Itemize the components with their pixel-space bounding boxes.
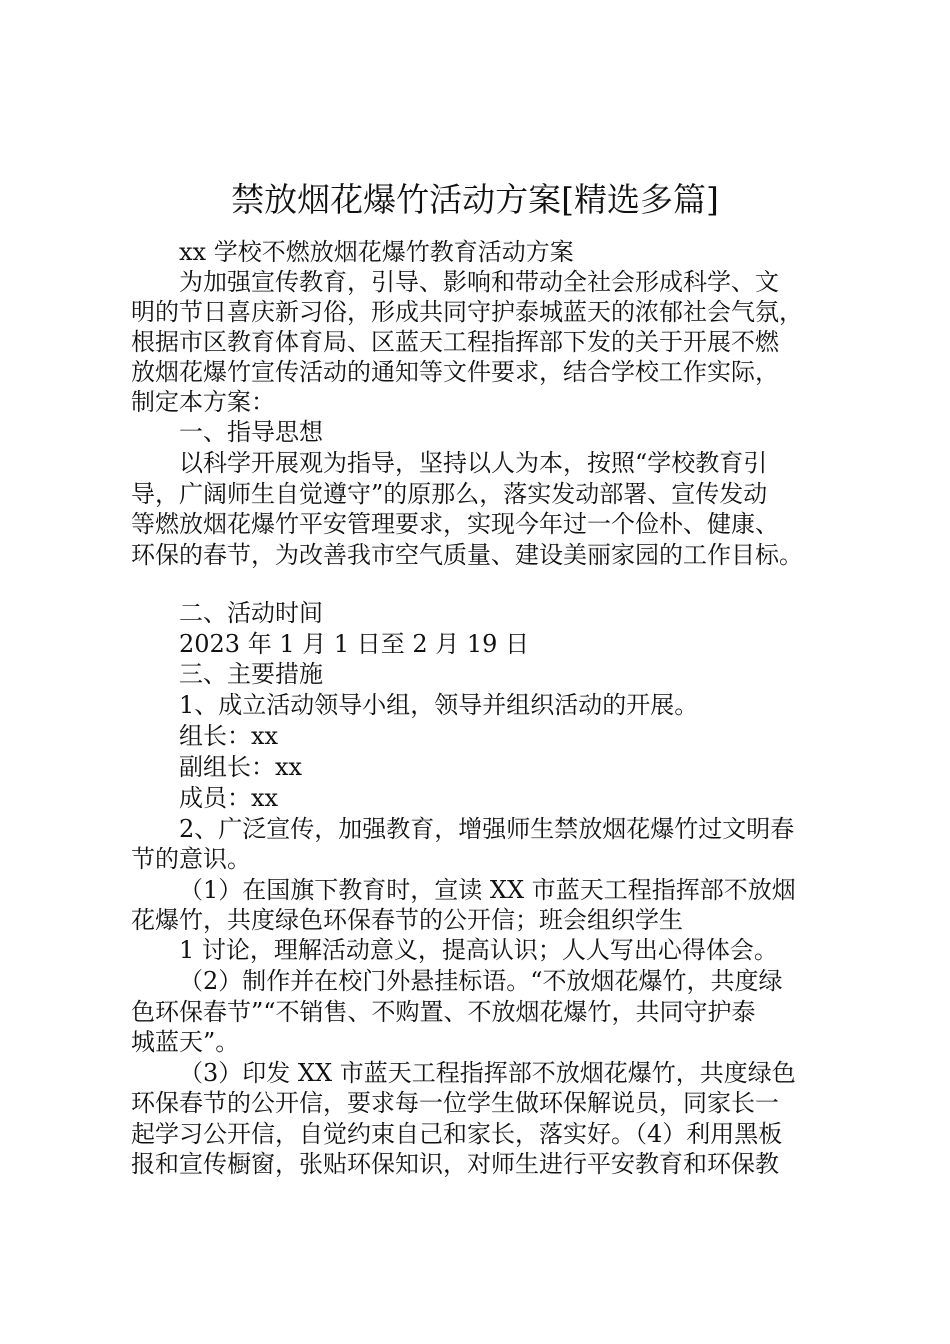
paragraph-line: 花爆竹，共度绿色环保春节的公开信；班会组织学生	[131, 906, 683, 934]
paragraph-line: 根据市区教育体育局、区蓝天工程指挥部下发的关于开展不燃	[131, 328, 779, 356]
document-title: 禁放烟花爆竹活动方案[精选多篇]	[231, 180, 719, 219]
section-heading: 二、活动时间	[179, 599, 323, 627]
paragraph-line: 城蓝天”。	[131, 1028, 240, 1056]
paragraph-line: 副组长：xx	[179, 753, 303, 781]
paragraph-line: 1、成立活动领导小组，领导并组织活动的开展。	[179, 691, 699, 719]
paragraph-line: 组长：xx	[179, 722, 279, 750]
paragraph-line: 导，广阔师生自觉遵守”的原那么，落实发动部署、宣传发动	[131, 480, 768, 508]
paragraph-line: 放烟花爆竹宣传活动的通知等文件要求，结合学校工作实际，	[131, 358, 779, 386]
paragraph-line: （2）制作并在校门外悬挂标语。“不放烟花爆竹，共度绿	[179, 967, 783, 995]
paragraph-line: 色环保春节”“不销售、不购置、不放烟花爆竹，共同守护泰	[131, 998, 756, 1026]
paragraph-line: 环保春节的公开信，要求每一位学生做环保解说员，同家长一	[131, 1089, 779, 1117]
paragraph-line: 节的意识。	[131, 845, 251, 873]
paragraph-line: 制定本方案：	[131, 388, 275, 416]
paragraph-line: （3）印发 XX 市蓝天工程指挥部不放烟花爆竹，共度绿色	[179, 1059, 796, 1087]
paragraph-line: 2023 年 1 月 1 日至 2 月 19 日	[179, 630, 530, 658]
paragraph-line: 为加强宣传教育，引导、影响和带动全社会形成科学、文	[179, 268, 779, 296]
paragraph-line: 环保的春节，为改善我市空气质量、建设美丽家园的工作目标。	[131, 541, 803, 569]
paragraph-line: （1）在国旗下教育时，宣读 XX 市蓝天工程指挥部不放烟	[179, 876, 796, 904]
paragraph-line: 2、广泛宣传，加强教育，增强师生禁放烟花爆竹过文明春	[179, 815, 795, 843]
paragraph-line: 明的节日喜庆新习俗，形成共同守护泰城蓝天的浓郁社会气氛，	[131, 298, 803, 326]
paragraph-line: 起学习公开信，自觉约束自己和家长，落实好。（4）利用黑板	[131, 1120, 783, 1148]
paragraph-line: 成员：xx	[179, 784, 279, 812]
paragraph-line: 以科学开展观为指导，坚持以人为本，按照“学校教育引	[179, 449, 768, 477]
section-heading: 一、指导思想	[179, 418, 323, 446]
subtitle-line: xx 学校不燃放烟花爆竹教育活动方案	[179, 238, 574, 266]
paragraph-line: 1 讨论，理解活动意义，提高认识；人人写出心得体会。	[179, 936, 778, 964]
paragraph-line: 报和宣传橱窗，张贴环保知识，对师生进行平安教育和环保教	[131, 1150, 779, 1178]
section-heading: 三、主要措施	[179, 660, 323, 688]
paragraph-line: 等燃放烟花爆竹平安管理要求，实现今年过一个俭朴、健康、	[131, 510, 779, 538]
